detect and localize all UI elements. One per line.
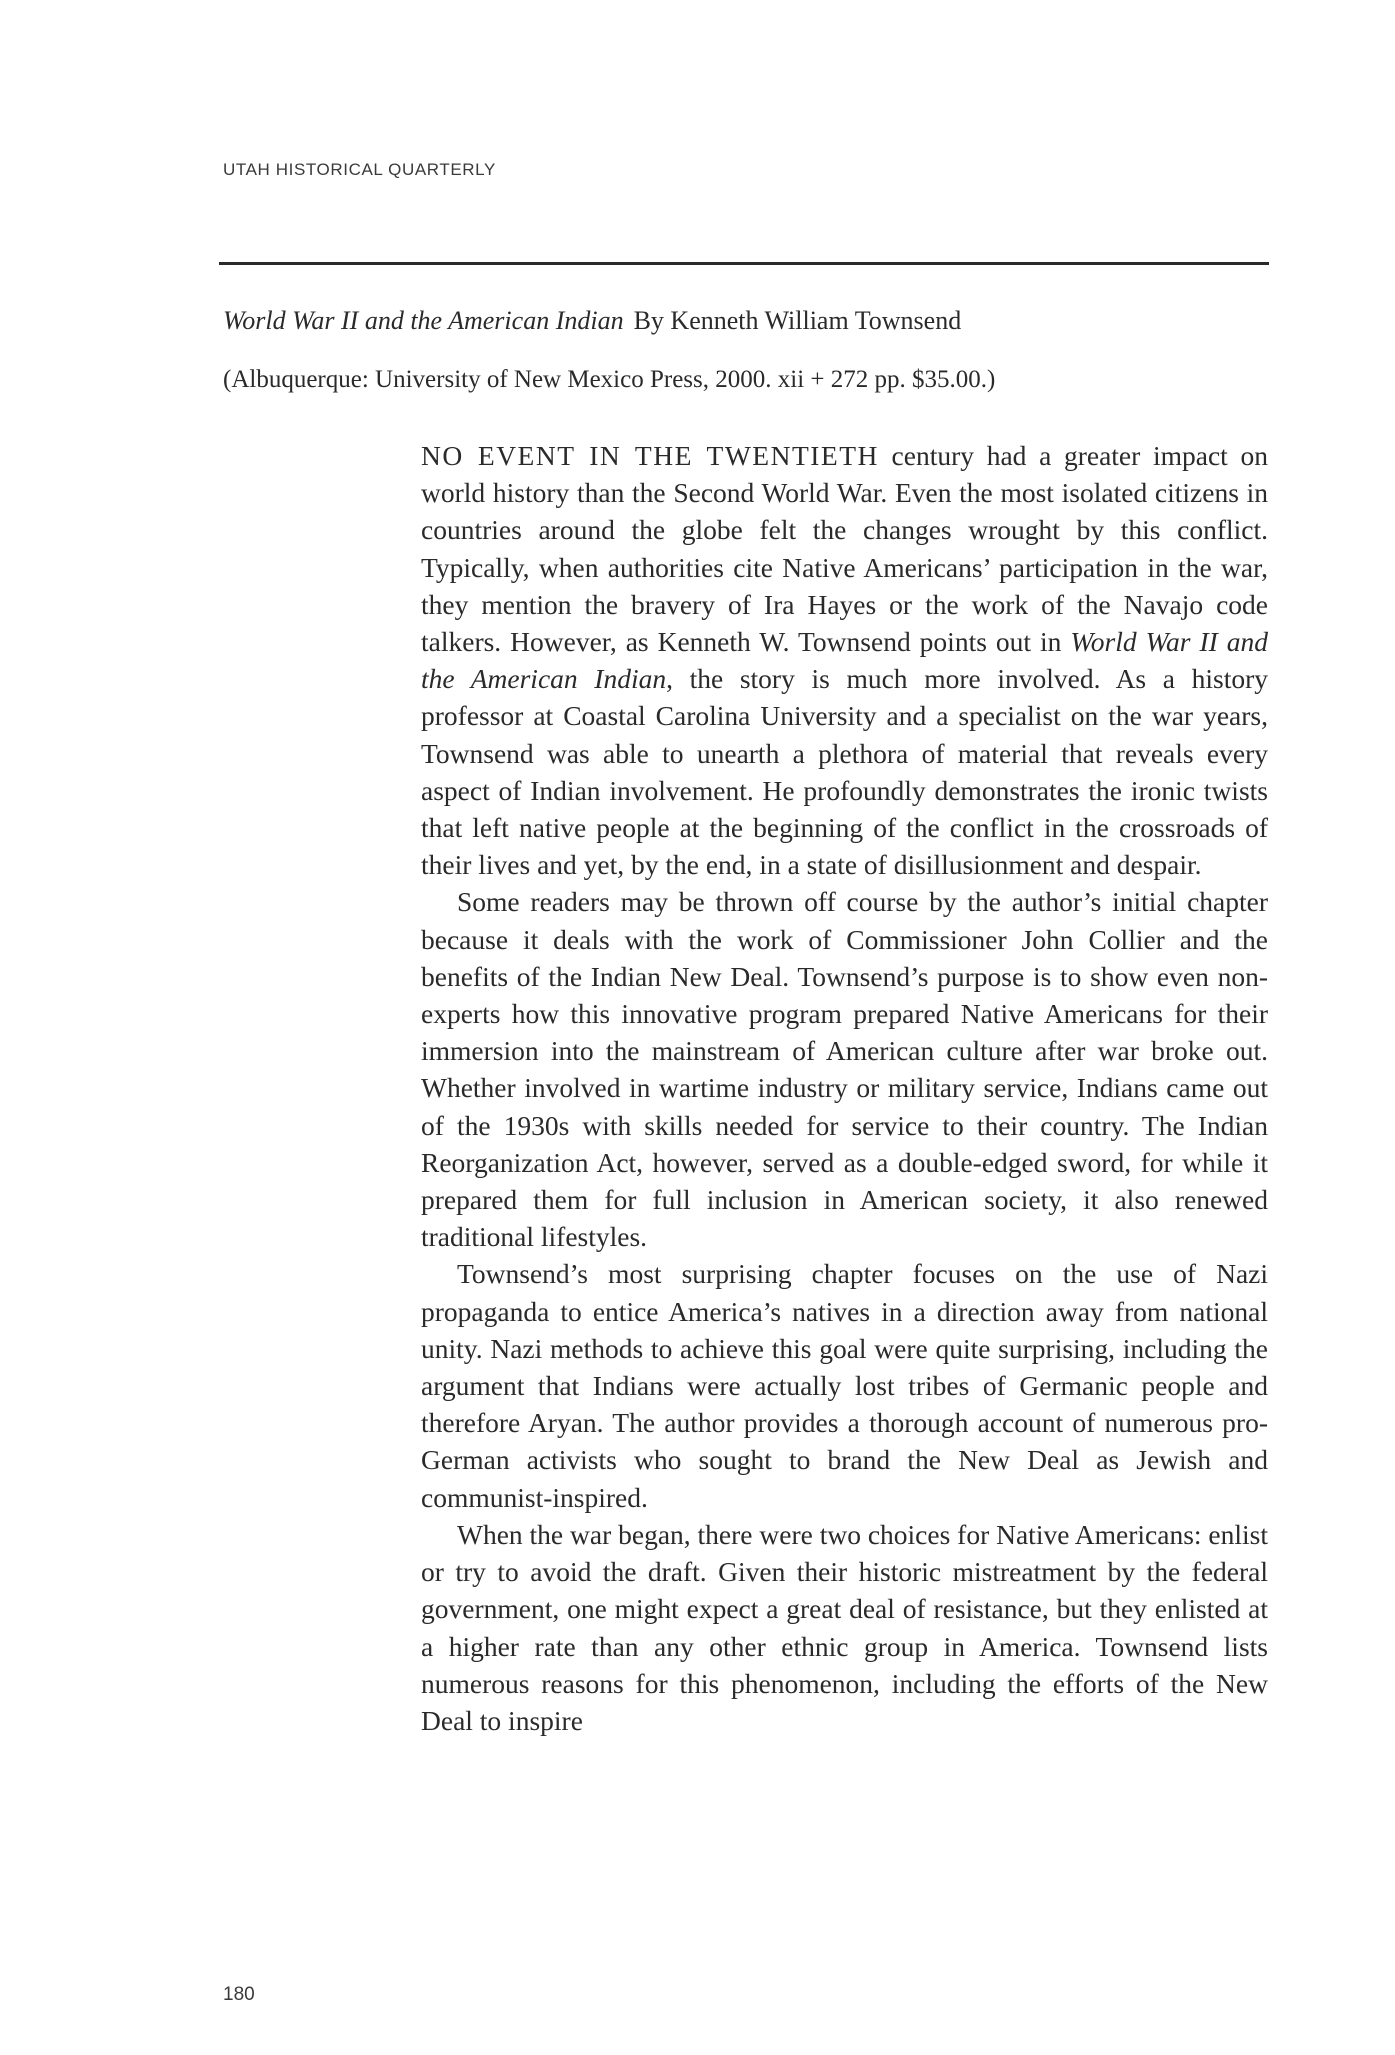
publication-info: (Albuquerque: University of New Mexico Press, 2000. xii + 272 pp. $35.00.) xyxy=(223,366,996,393)
opening-small-caps: NO EVENT IN THE TWENTIETH xyxy=(421,440,879,471)
review-paragraph-1 xyxy=(421,437,1268,883)
book-title: World War II and the American Indian xyxy=(223,306,624,335)
review-paragraph-3: Townsend’s most surprising chapter focuses on the use of Nazi propaganda to entice America’s natives in a direction away from national unity. Nazi methods to achieve this goal were quite surprising, including the argument that Indians were actually lost tribes of Germanic people and therefore Aryan. The author provides a thorough account of numerous pro-German activists who sought to brand the New Deal as Jewish and communist-inspired. xyxy=(421,1258,1268,1513)
review-body xyxy=(421,437,1268,1739)
review-paragraph-2: Some readers may be thrown off course by the author’s initial chapter because it deals with the work of Commissioner John Collier and the benefits of the Indian New Deal. Townsend’s purpose is to show even non-experts how this innovative program prepared Native Americans for their immersion into the mainstream of American culture after war broke out. Whether involved in wartime industry or military service, Indians came out of the 1930s with skills needed for service to their country. The Indian Reorganization Act, however, served as a double-edged sword, for while it prepared them for full inclusion in American society, it also renewed traditional lifestyles. xyxy=(421,886,1268,1253)
running-head: UTAH HISTORICAL QUARTERLY xyxy=(223,160,496,179)
paragraph-text: , the story is much more involved. As a history professor at Coastal Carolina University and a specialist on the war years, Townsend was able to unearth a plethora of material that reveals every aspect of Indian involvement. He profoundly demonstrates the ironic twists that left native people at the beginning of the conflict in the crossroads of their lives and yet, by the end, in a state of disillusionment and despair. xyxy=(421,663,1268,881)
inline-book-title: World War II and the American Indian xyxy=(421,626,1268,695)
book-author: By Kenneth William Townsend xyxy=(633,306,962,335)
book-citation xyxy=(223,306,961,336)
review-paragraph-4: When the war began, there were two choices for Native Americans: enlist or try to avoid the draft. Given their historic mistreatment by the federal government, one might expect a great deal of resistance, but they enlisted at a higher rate than any other ethnic group in America. Townsend lists numerous reasons for this phenomenon, including the efforts of the New Deal to inspire xyxy=(421,1518,1268,1736)
paragraph-text: century had a greater impact on world history than the Second World War. Even the most isolated citizens in countries around the globe felt the changes wrought by this conflict. Typically, when authorities cite Native Americans’ participation in the war, they mention the bravery of Ira Hayes or the work of the Navajo code talkers. However, as Kenneth W. Townsend points out in xyxy=(421,440,1268,658)
header-rule xyxy=(219,262,1269,265)
page-number: 180 xyxy=(223,1984,255,2005)
